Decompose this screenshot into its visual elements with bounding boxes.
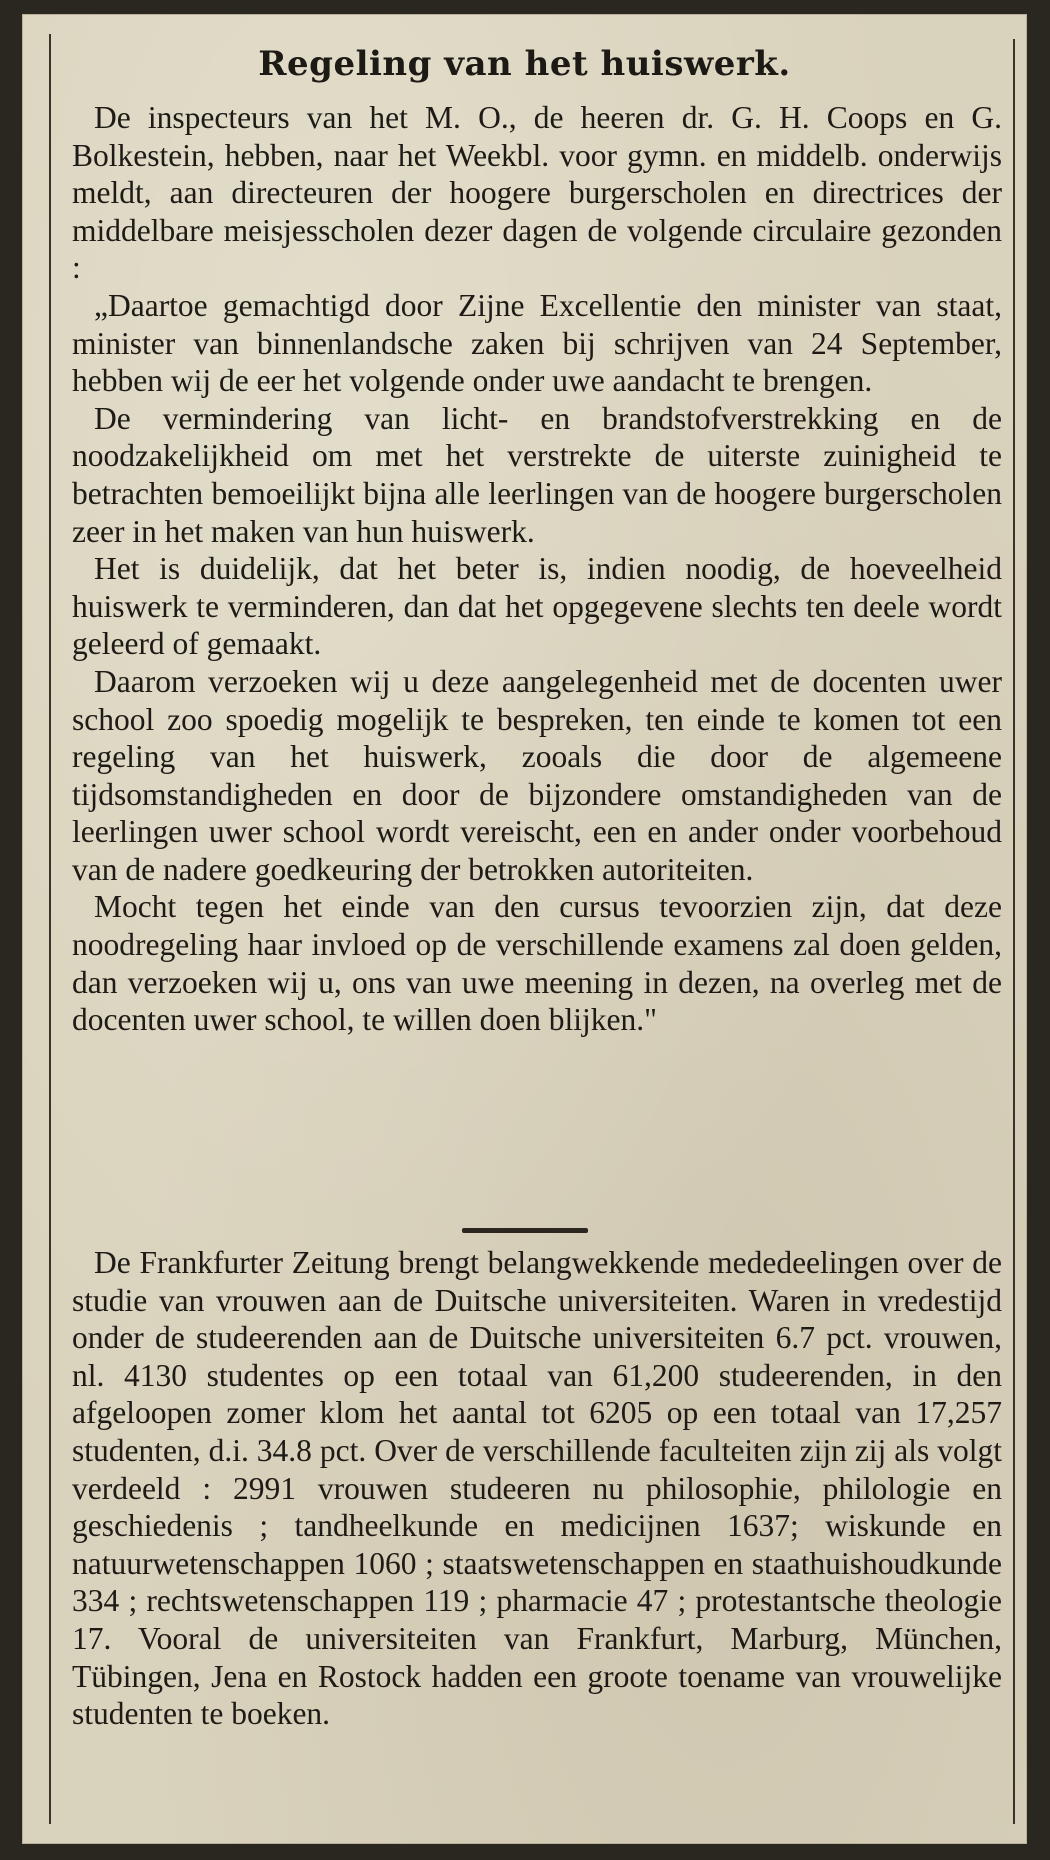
paragraph: De inspecteurs van het M. O., de heeren dr. G. H. Coops en G. Bolkestein, hebben, naar het Weekbl. voor gymn. en middelb. onderwijs meldt, aan directeuren der hoogere burgerscholen en directrices der middelbare meisjesscholen dezer dagen de volgende circulaire gezonden :	[72, 100, 1002, 286]
paragraph: De Frankfurter Zeitung brengt belangwekkende mededeelingen over de studie van vrouwen aan de Duitsche universiteiten. Waren in vredestijd onder de studeerenden aan de Duitsche universiteiten 6.7 pct. vrouwen, nl. 4130 studentes op een totaal van 61,200 studeerenden, in den afgeloopen zomer klom het aantal tot 6205 op een totaal van 17,257 studenten, d.i. 34.8 pct. Over de verschillende faculteiten zijn zij als volgt verdeeld : 2991 vrouwen studeeren nu philosophie, philologie en geschiedenis ; tandheelkunde en medicijnen 1637; wiskunde en natuurwetenschappen 1060 ; staatswetenschappen en staathuishoudkunde 334 ; rechtswetenschappen 119 ; pharmacie 47 ; protestantsche theologie 17. Vooral de universiteiten van Frankfurt, Marburg, München, Tübingen, Jena en Rostock hadden een groote toename van vrouwelijke studenten te boeken.	[72, 1245, 1002, 1732]
paragraph: Mocht tegen het einde van den cursus tevoorzien zijn, dat deze noodregeling haar invloed op de verschillende examens zal doen gelden, dan verzoeken wij u, ons van uwe meening in dezen, na overleg met de docenten uwer school, te willen doen blijken."	[72, 889, 1002, 1038]
newspaper-clipping	[22, 14, 1027, 1844]
article-huiswerk	[72, 99, 1002, 1039]
paragraph: „Daartoe gemachtigd door Zijne Excellentie den minister van staat, minister van binnenlandsche zaken bij schrijven van 24 September, hebben wij de eer het volgende onder uwe aandacht te brengen.	[72, 287, 1002, 399]
paragraph: De vermindering van licht- en brandstofverstrekking en de noodzakelijkheid om met het verstrekte de uiterste zuinigheid te betrachten bemoeilijkt bijna alle leerlingen van de hoogere burgerscholen zeer in het maken van hun huiswerk.	[72, 400, 1002, 549]
article-title: Regeling van het huiswerk.	[258, 44, 791, 84]
paragraph: Het is duidelijk, dat het beter is, indien noodig, de hoeveelheid huiswerk te verminderen, dan dat het opgegevene slechts ten deele wordt geleerd of gemaakt.	[72, 551, 1002, 662]
paragraph: Daarom verzoeken wij u deze aangelegenheid met de docenten uwer school zoo spoedig mogelijk te bespreken, ten einde te komen tot een regeling van het huiswerk, zooals die door de algemeene tijdsomstandigheden en door de bijzondere omstandigheden van de leerlingen uwer school wordt vereischt, een en ander onder voorbehoud van de nadere goedkeuring der betrokken autoriteiten.	[72, 663, 1002, 887]
column-rule-right	[1013, 39, 1015, 1824]
column-rule-left	[49, 34, 51, 1824]
article-separator	[462, 1228, 588, 1233]
article-frankfurter-zeitung	[72, 1244, 1002, 1733]
